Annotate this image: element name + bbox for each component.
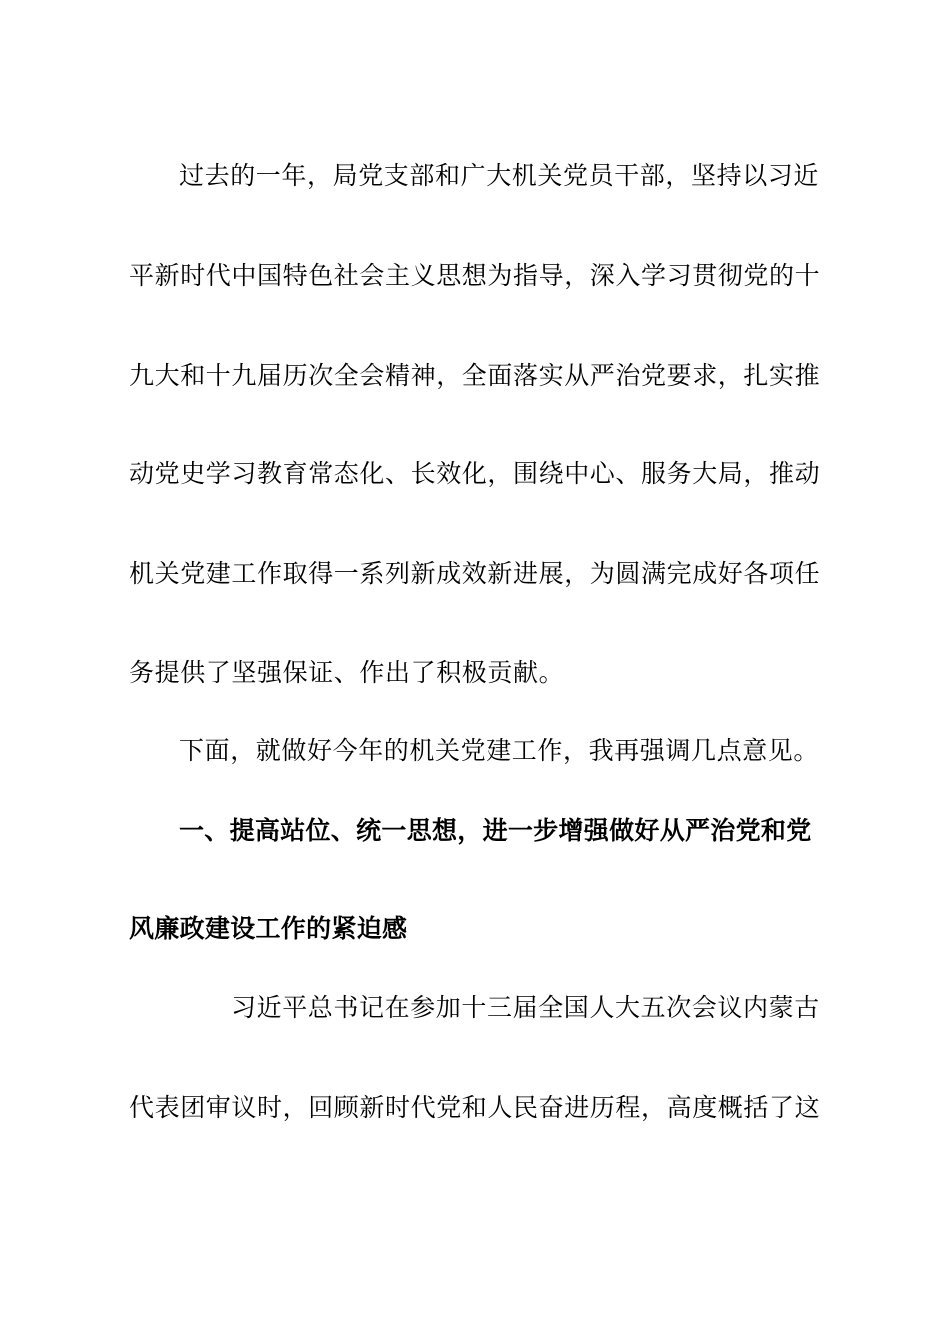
section-heading-line-2: 风廉政建设工作的紧迫感 [129, 914, 408, 943]
paragraph-2: 下面，就做好今年的机关党建工作，我再强调几点意见。 [179, 736, 820, 765]
section-heading-line-1: 一、提高站位、统一思想，进一步增强做好从严治党和党 [179, 816, 812, 845]
paragraph-1-line-4: 动党史学习教育常态化、长效化，围绕中心、服务大局，推动 [129, 459, 821, 488]
paragraph-1-line-5: 机关党建工作取得一系列新成效新进展，为圆满完成好各项任 [129, 559, 821, 588]
paragraph-1-line-1: 过去的一年，局党支部和广大机关党员干部，坚持以习近 [179, 161, 820, 190]
paragraph-3-line-1: 习近平总书记在参加十三届全国人大五次会议内蒙古 [231, 993, 820, 1022]
paragraph-3-line-2: 代表团审议时，回顾新时代党和人民奋进历程，高度概括了这 [129, 1093, 821, 1122]
paragraph-1-line-3: 九大和十九届历次全会精神，全面落实从严治党要求，扎实推 [129, 361, 821, 390]
paragraph-1-line-2: 平新时代中国特色社会主义思想为指导，深入学习贯彻党的十 [129, 261, 821, 290]
paragraph-1-line-6: 务提供了坚强保证、作出了积极贡献。 [129, 658, 565, 687]
